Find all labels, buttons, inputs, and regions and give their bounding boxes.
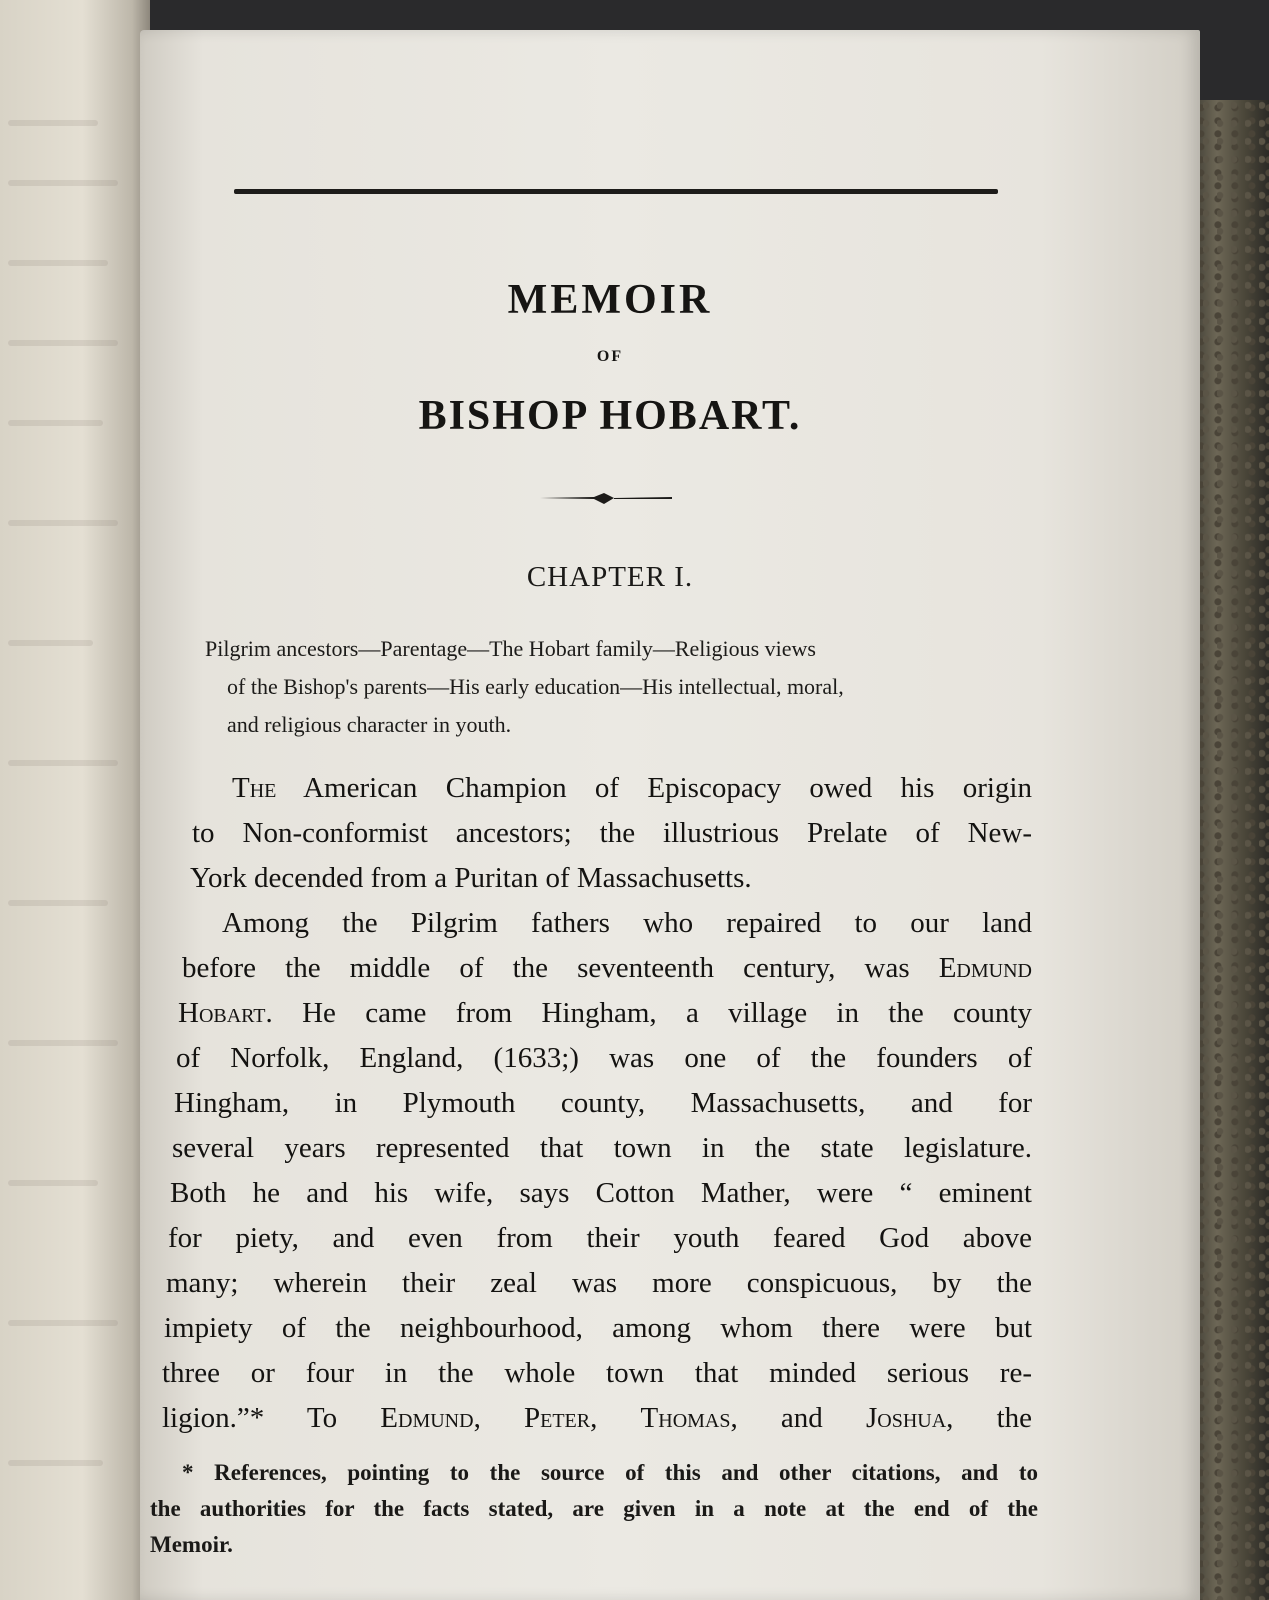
synopsis-line: Pilgrim ancestors—Parentage—The Hobart family—Religious views <box>205 636 816 661</box>
body-line: of Norfolk, England, (1633;) was one of the founders of <box>176 1042 1032 1074</box>
body-line <box>162 946 1032 991</box>
left-page-text-shadow <box>8 760 118 766</box>
body-line-text: ligion.”* To <box>162 1402 381 1434</box>
body-line-text: , the <box>946 1402 1033 1434</box>
small-caps-name: Peter <box>524 1402 591 1434</box>
body-line <box>162 1396 1032 1441</box>
left-page-text-shadow <box>8 260 108 266</box>
left-page-text-shadow <box>8 1180 98 1186</box>
small-caps-name: Hobart. <box>178 997 273 1029</box>
left-page-text-shadow <box>8 900 108 906</box>
body-line: York decended from a Puritan of Massachusetts. <box>190 862 752 894</box>
footnote <box>150 1455 1038 1563</box>
body-line: to Non-conformist ancestors; the illustrious Prelate of New- <box>192 817 1032 849</box>
body-line: impiety of the neighbourhood, among whom there were but <box>164 1312 1032 1344</box>
body-line: Both he and his wife, says Cotton Mather, were “ eminent <box>170 1177 1032 1209</box>
synopsis-line: of the Bishop's parents—His early education—His intellectual, moral, <box>227 674 844 699</box>
memoir-subject: BISHOP HOBART. <box>418 393 802 439</box>
separator: , <box>590 1402 641 1434</box>
left-page-text-shadow <box>8 1460 103 1466</box>
book-cover-edge <box>1189 100 1269 1600</box>
body-line: several years represented that town in the state legislature. <box>172 1132 1032 1164</box>
left-page-text-shadow <box>8 1040 118 1046</box>
left-page-text-shadow <box>8 120 98 126</box>
ornament-divider <box>540 490 672 508</box>
footnote-line: Memoir. <box>150 1532 233 1557</box>
body-line <box>162 991 1032 1036</box>
footnote-line: * References, pointing to the source of this and other citations, and to <box>182 1460 1038 1485</box>
body-text <box>162 766 1032 1441</box>
left-page-text-shadow <box>8 340 118 346</box>
header-rule <box>234 189 998 194</box>
left-page-text-shadow <box>8 640 93 646</box>
left-page-text-shadow <box>8 180 118 186</box>
synopsis-line: and religious character in youth. <box>227 712 512 737</box>
memoir-title-of: OF <box>596 348 624 365</box>
left-page-text-shadow <box>8 1320 118 1326</box>
left-page-text-shadow <box>8 520 118 526</box>
body-line-text: American Champion of Episcopacy owed his origin <box>276 772 1032 804</box>
small-caps-name: Edmund <box>380 1402 474 1434</box>
body-line: three or four in the whole town that minded serious re- <box>162 1357 1032 1389</box>
footnote-line: the authorities for the facts stated, are given in a note at the end of the <box>150 1496 1038 1521</box>
body-line: for piety, and even from their youth feared God above <box>168 1222 1032 1254</box>
small-caps-name: Edmund <box>938 952 1032 984</box>
small-caps-word: The <box>232 772 277 804</box>
body-line-text: before the middle of the seventeenth century, was <box>182 952 939 984</box>
left-page <box>0 0 150 1600</box>
separator: , and <box>730 1402 866 1434</box>
memoir-title: MEMOIR <box>507 277 713 323</box>
body-line-text: He came from Hingham, a village in the county <box>272 997 1032 1029</box>
chapter-heading: CHAPTER I. <box>526 561 694 593</box>
small-caps-name: Joshua <box>865 1402 947 1434</box>
body-line: Among the Pilgrim fathers who repaired to our land <box>222 907 1032 939</box>
body-line <box>162 766 1032 811</box>
small-caps-name: Thomas <box>640 1402 731 1434</box>
separator: , <box>473 1402 524 1434</box>
chapter-synopsis <box>205 630 1025 744</box>
body-line: Hingham, in Plymouth county, Massachusetts, and for <box>174 1087 1032 1119</box>
body-line: many; wherein their zeal was more conspicuous, by the <box>166 1267 1032 1299</box>
